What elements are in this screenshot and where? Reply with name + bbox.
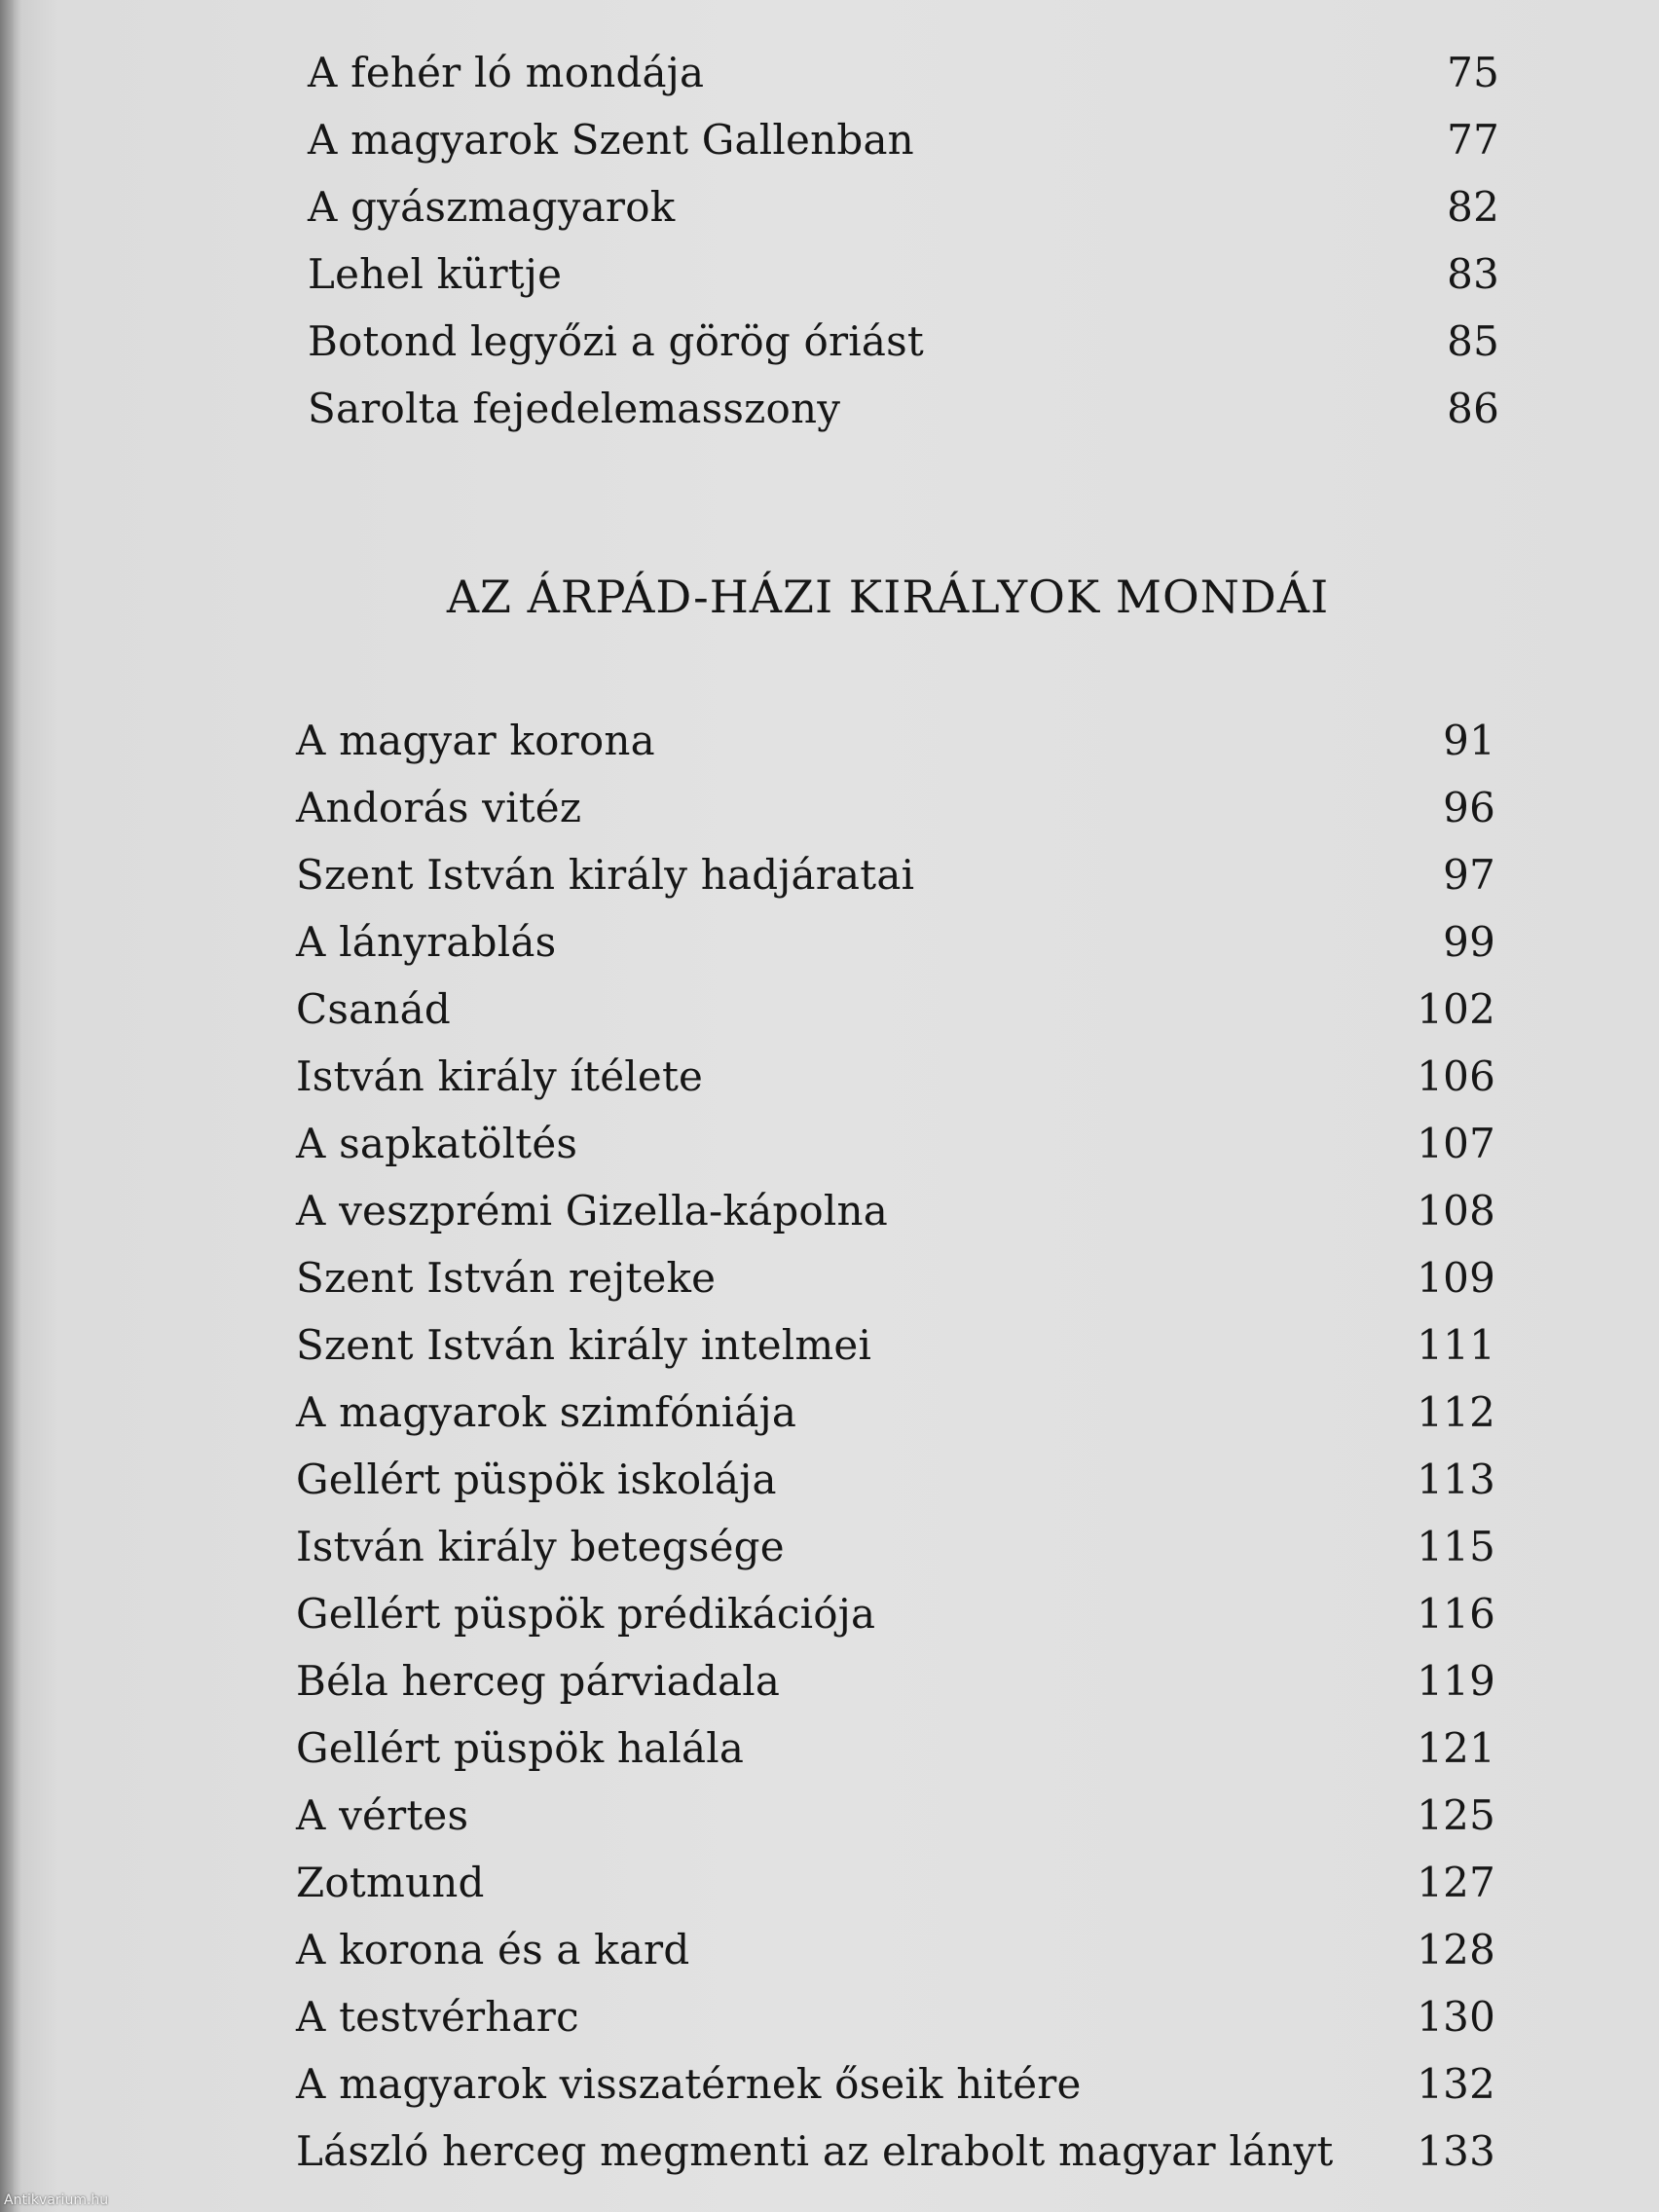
toc-entry-title: A korona és a kard: [296, 1926, 690, 1973]
toc-entry: [296, 1580, 1495, 1647]
toc-entry: [296, 1983, 1495, 2050]
toc-entry: [296, 1177, 1495, 1244]
toc-entry: [296, 774, 1495, 841]
toc-entry: [296, 908, 1495, 976]
toc-entry: [296, 1513, 1495, 1580]
toc-entry: [296, 1379, 1495, 1446]
toc-entry-title: István király betegsége: [296, 1523, 785, 1570]
toc-entry-page-number: 125: [1417, 1791, 1495, 1839]
page-edge: [0, 0, 14, 2212]
toc-entry-page-number: 99: [1443, 918, 1495, 966]
toc-entry-page-number: 96: [1443, 784, 1495, 831]
toc-entry-page-number: 75: [1447, 49, 1499, 96]
toc-entry: [296, 1244, 1495, 1311]
toc-entry-title: A gyászmagyarok: [308, 183, 676, 231]
toc-entry-title: Csanád: [296, 985, 451, 1033]
toc-entry-title: Sarolta fejedelemasszony: [308, 385, 841, 432]
toc-entry-title: Béla herceg párviadala: [296, 1657, 781, 1705]
toc-entry-page-number: 128: [1417, 1926, 1495, 1973]
toc-entry-title: Zotmund: [296, 1859, 485, 1906]
toc-entry-title: A magyarok Szent Gallenban: [308, 116, 914, 164]
toc-entry: [308, 106, 1499, 173]
toc-entry-title: László herceg megmenti az elrabolt magyar lányt: [296, 2127, 1334, 2175]
toc-entry-title: A magyar korona: [296, 717, 655, 764]
toc-entry-title: Szent István rejteke: [296, 1254, 717, 1302]
toc-entry-page-number: 112: [1417, 1388, 1495, 1436]
toc-entry-title: Gellért püspök iskolája: [296, 1456, 777, 1503]
toc-section-top: [308, 39, 1499, 442]
toc-entry-page-number: 132: [1417, 2060, 1495, 2108]
toc-entry-title: Gellért püspök halála: [296, 1724, 745, 1772]
toc-entry-title: A magyarok szimfóniája: [296, 1388, 797, 1436]
toc-entry-page-number: 109: [1417, 1254, 1495, 1302]
toc-entry-page-number: 108: [1417, 1187, 1495, 1235]
toc-entry-page-number: 121: [1417, 1724, 1495, 1772]
toc-entry-title: A fehér ló mondája: [308, 49, 705, 96]
toc-entry: [296, 1916, 1495, 1983]
toc-entry-page-number: 113: [1417, 1456, 1495, 1503]
toc-entry-page-number: 119: [1417, 1657, 1495, 1705]
toc-entry: [296, 1849, 1495, 1916]
toc-entry-page-number: 107: [1417, 1120, 1495, 1167]
toc-entry-page-number: 130: [1417, 1993, 1495, 2041]
toc-entry-page-number: 115: [1417, 1523, 1495, 1570]
toc-entry-title: Lehel kürtje: [308, 250, 563, 298]
toc-entry-page-number: 77: [1447, 116, 1499, 164]
toc-entry-title: Szent István király intelmei: [296, 1321, 872, 1369]
toc-entry: [296, 1782, 1495, 1849]
toc-entry-page-number: 102: [1417, 985, 1495, 1033]
toc-entry: [296, 2050, 1495, 2118]
toc-entry: [308, 308, 1499, 375]
toc-entry-title: Gellért püspök prédikációja: [296, 1590, 876, 1638]
toc-entry: [296, 841, 1495, 908]
toc-entry: [296, 1110, 1495, 1177]
toc-entry: [296, 1446, 1495, 1513]
toc-entry-title: A testvérharc: [296, 1993, 579, 2041]
watermark: Antikvarium.hu: [4, 2193, 109, 2208]
toc-entry-title: Andorás vitéz: [296, 784, 582, 831]
toc-entry-page-number: 106: [1417, 1052, 1495, 1100]
toc-entry-title: A vértes: [296, 1791, 469, 1839]
toc-entry: [308, 375, 1499, 442]
toc-entry: [308, 39, 1499, 106]
toc-entry-page-number: 111: [1417, 1321, 1495, 1369]
toc-entry-page-number: 97: [1443, 851, 1495, 899]
toc-entry-page-number: 133: [1417, 2127, 1495, 2175]
toc-entry: [296, 1714, 1495, 1782]
toc-entry-page-number: 91: [1443, 717, 1495, 764]
toc-entry-title: A sapkatöltés: [296, 1120, 578, 1167]
toc-entry-title: Szent István király hadjáratai: [296, 851, 915, 899]
toc-entry: [296, 707, 1495, 774]
toc-entry-page-number: 86: [1447, 385, 1499, 432]
toc-entry: [296, 976, 1495, 1043]
toc-entry-title: A magyarok visszatérnek őseik hitére: [296, 2060, 1082, 2108]
toc-entry-page-number: 127: [1417, 1859, 1495, 1906]
toc-entry: [296, 1311, 1495, 1379]
toc-entry-title: A veszprémi Gizella-kápolna: [296, 1187, 889, 1235]
toc-entry-title: Botond legyőzi a görög óriást: [308, 317, 924, 365]
toc-entry-title: A lányrablás: [296, 918, 557, 966]
toc-entry-page-number: 85: [1447, 317, 1499, 365]
toc-entry-title: István király ítélete: [296, 1052, 704, 1100]
toc-entry: [296, 2118, 1495, 2185]
toc-entry-page-number: 116: [1417, 1590, 1495, 1638]
toc-section-bottom: [296, 707, 1495, 2185]
toc-entry: [308, 240, 1499, 308]
toc-entry-page-number: 82: [1447, 183, 1499, 231]
toc-entry: [296, 1647, 1495, 1714]
toc-entry: [308, 173, 1499, 240]
toc-entry: [296, 1043, 1495, 1110]
section-heading: AZ ÁRPÁD-HÁZI KIRÁLYOK MONDÁI: [446, 571, 1330, 623]
toc-entry-page-number: 83: [1447, 250, 1499, 298]
